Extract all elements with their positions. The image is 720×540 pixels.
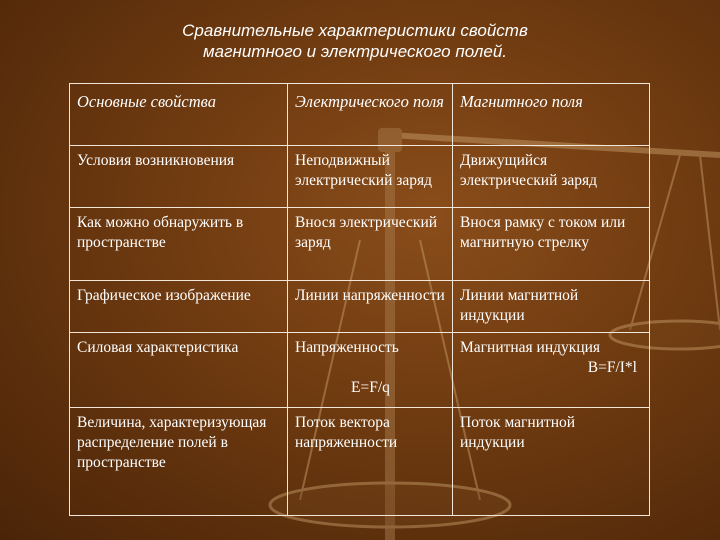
cell-magnetic [453, 333, 650, 408]
cell-electric: Неподвижный электрический заряд [288, 146, 453, 208]
table-row [70, 281, 650, 333]
header-row [70, 84, 650, 146]
cell-magnetic-label: Магнитная индукция [460, 339, 601, 356]
electric-formula: E=F/q [351, 379, 390, 396]
header-electric: Электрического поля [288, 84, 453, 146]
cell-property: Условия возникновения [70, 146, 288, 208]
table-row [70, 208, 650, 281]
table-row [70, 408, 650, 516]
cell-electric-label: Напряженность [295, 339, 399, 356]
table-row [70, 333, 650, 408]
comparison-table [69, 83, 650, 516]
cell-property: Графическое изображение [70, 281, 288, 333]
table-row [70, 146, 650, 208]
cell-magnetic: Поток магнитной индукции [453, 408, 650, 516]
cell-electric: Линии напряженности [288, 281, 453, 333]
cell-property: Как можно обнаружить в пространстве [70, 208, 288, 281]
magnetic-formula: B=F/I*l [587, 359, 637, 376]
cell-electric [288, 333, 453, 408]
cell-magnetic: Движущийся электрический заряд [453, 146, 650, 208]
title-line-1: Сравнительные характеристики свойств [182, 21, 528, 40]
cell-electric: Поток вектора напряженности [288, 408, 453, 516]
slide-title [0, 20, 720, 62]
cell-magnetic: Линии магнитной индукции [453, 281, 650, 333]
cell-electric: Внося электрический заряд [288, 208, 453, 281]
header-magnetic: Магнитного поля [453, 84, 650, 146]
header-property: Основные свойства [70, 84, 288, 146]
title-line-2: магнитного и электрического полей. [202, 42, 508, 61]
cell-magnetic: Внося рамку с током или магнитную стрелку [453, 208, 650, 281]
cell-property: Величина, характеризующая распределение полей в пространстве [70, 408, 288, 516]
cell-property: Силовая характеристика [70, 333, 288, 408]
